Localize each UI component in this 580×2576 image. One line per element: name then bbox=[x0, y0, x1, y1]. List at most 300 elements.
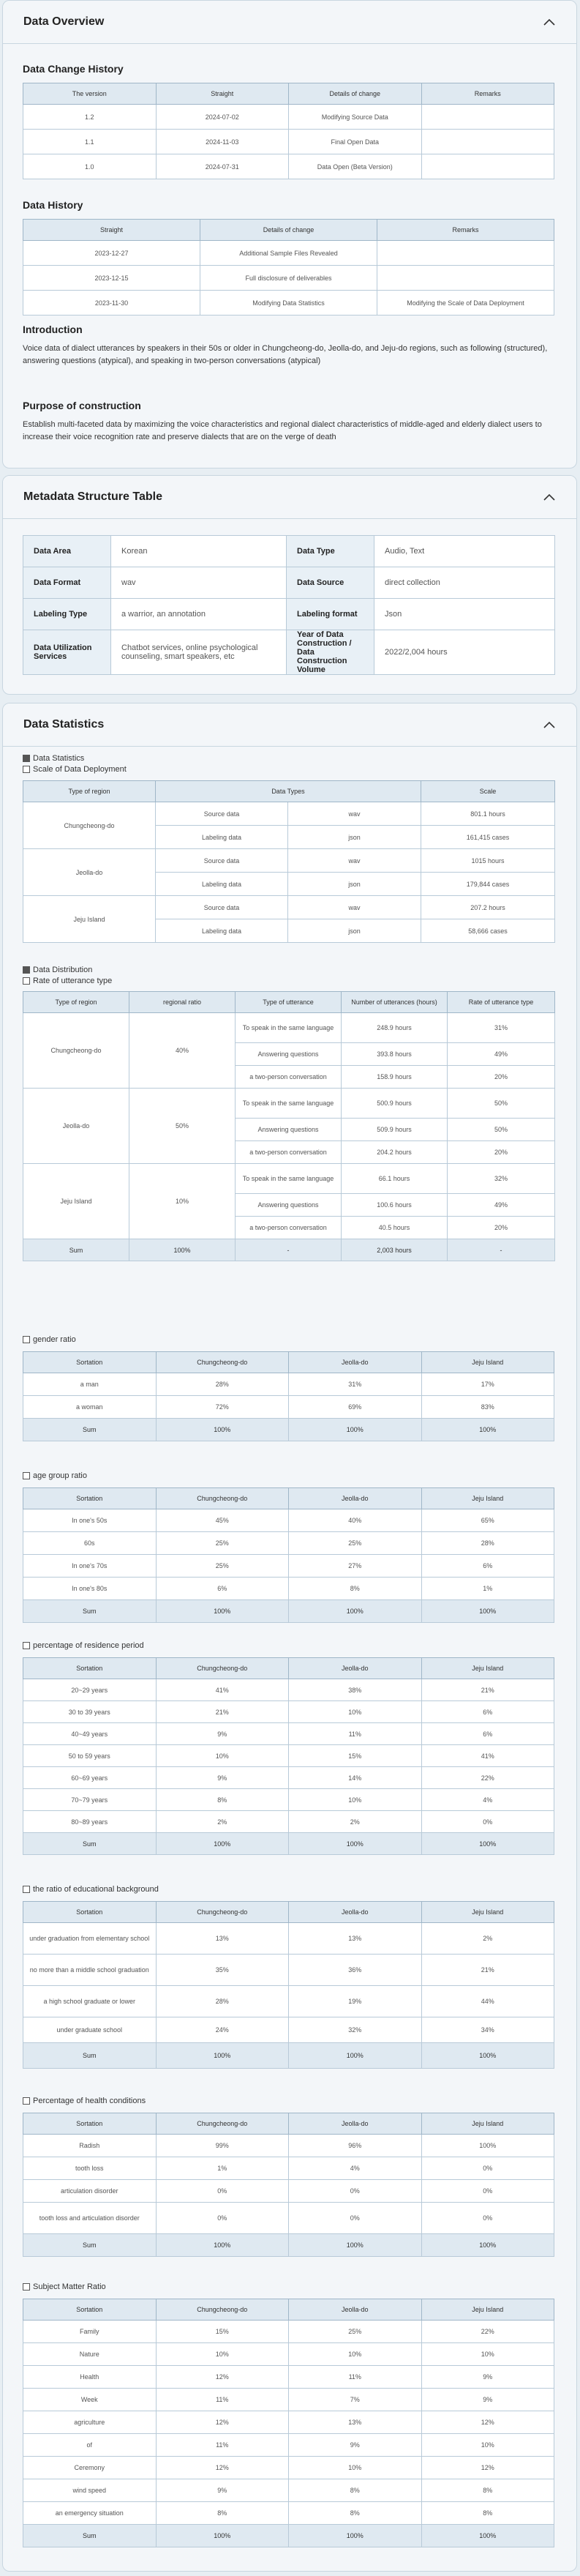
stat-table bbox=[23, 2299, 554, 2547]
metadata-value: Audio, Text bbox=[374, 536, 555, 567]
table-cell: 2% bbox=[421, 1923, 554, 1955]
table-cell: In one's 80s bbox=[23, 1578, 157, 1600]
metadata-table bbox=[23, 535, 555, 675]
table-cell: To speak in the same language bbox=[236, 1013, 342, 1043]
table-cell: 0% bbox=[421, 2203, 554, 2234]
column-header: Sortation bbox=[23, 1352, 157, 1373]
table-row bbox=[23, 1509, 554, 1532]
table-cell: 9% bbox=[421, 2389, 554, 2411]
region-cell: Jeju Island bbox=[23, 1164, 129, 1239]
table-row bbox=[23, 154, 554, 179]
table-row bbox=[23, 2457, 554, 2479]
table-cell: 10% bbox=[289, 2457, 422, 2479]
column-header: Jeolla-do bbox=[289, 1902, 422, 1923]
table-cell: Nature bbox=[23, 2343, 157, 2366]
table-row bbox=[23, 130, 554, 154]
table-row bbox=[23, 1923, 554, 1955]
table-cell: under graduation from elementary school bbox=[23, 1923, 157, 1955]
table-cell: 66.1 hours bbox=[342, 1164, 448, 1194]
column-header: Sortation bbox=[23, 1488, 157, 1509]
stat-label-row bbox=[23, 1334, 554, 1345]
stat-table-wrap bbox=[23, 1487, 554, 1623]
metadata-row bbox=[23, 536, 555, 567]
metadata-row bbox=[23, 567, 555, 599]
table-cell: 10% bbox=[421, 2343, 554, 2366]
stat-label-text: Percentage of health conditions bbox=[33, 2097, 146, 2105]
table-cell: 41% bbox=[421, 1745, 554, 1767]
panel-title: Data Overview bbox=[23, 15, 105, 28]
square-icon bbox=[23, 1336, 30, 1343]
table-cell: 1.2 bbox=[23, 105, 157, 130]
metadata-row bbox=[23, 599, 555, 630]
stat-table-label bbox=[23, 1471, 554, 1481]
history-table bbox=[23, 219, 554, 316]
header-row bbox=[23, 1352, 554, 1373]
column-header: Straight bbox=[156, 83, 289, 105]
table-row bbox=[23, 1532, 554, 1555]
purpose-text: Establish multi-faceted data by maximizing the voice characteristics and regional dialect characteristics of middle-aged and elderly dialect users to increase their voice recognition rate and preserve dialects that are on the verge of death bbox=[23, 420, 542, 441]
table-cell: json bbox=[288, 873, 421, 896]
sum-cell: 100% bbox=[156, 1419, 289, 1441]
table-cell: 58,666 cases bbox=[421, 919, 555, 943]
sum-cell: Sum bbox=[23, 1833, 157, 1855]
table-cell: 8% bbox=[156, 1789, 289, 1811]
table-row bbox=[23, 2366, 554, 2389]
table-cell: Data Open (Beta Version) bbox=[289, 154, 422, 179]
table-cell: 17% bbox=[421, 1373, 554, 1396]
header-row bbox=[23, 2113, 554, 2135]
region-cell: Chungcheong-do bbox=[23, 1013, 129, 1089]
table-cell: 207.2 hours bbox=[421, 896, 555, 919]
table-row bbox=[23, 2343, 554, 2366]
metadata-key: Labeling Type bbox=[23, 599, 111, 630]
table-cell: 12% bbox=[156, 2411, 289, 2434]
stat-table-wrap bbox=[23, 1351, 554, 1441]
panel-title: Data Statistics bbox=[23, 718, 105, 731]
table-cell: 7% bbox=[289, 2389, 422, 2411]
table-cell: 13% bbox=[289, 2411, 422, 2434]
table-cell: a woman bbox=[23, 1396, 157, 1419]
table-cell: Source data bbox=[156, 896, 288, 919]
table-cell: 21% bbox=[421, 1955, 554, 1986]
square-icon bbox=[23, 2097, 30, 2105]
header-row bbox=[23, 83, 554, 105]
metadata-value: a warrior, an annotation bbox=[111, 599, 287, 630]
table-cell: 19% bbox=[289, 1986, 422, 2017]
table-cell: json bbox=[288, 826, 421, 849]
table-cell: 4% bbox=[289, 2157, 422, 2180]
sum-cell: Sum bbox=[23, 2525, 157, 2547]
table-cell bbox=[421, 154, 554, 179]
column-header: Type of utterance bbox=[236, 992, 342, 1013]
utterance-table bbox=[23, 991, 555, 1261]
table-cell: 60s bbox=[23, 1532, 157, 1555]
table-cell: 1015 hours bbox=[421, 849, 555, 873]
table-cell: 179,844 cases bbox=[421, 873, 555, 896]
table-row bbox=[23, 105, 554, 130]
table-row bbox=[23, 1164, 555, 1194]
sum-cell: - bbox=[448, 1239, 555, 1261]
table-row bbox=[23, 2434, 554, 2457]
section-title: Introduction bbox=[23, 324, 83, 335]
table-cell: 11% bbox=[289, 2366, 422, 2389]
table-row bbox=[23, 2135, 554, 2157]
table-cell: 34% bbox=[421, 2017, 554, 2043]
sum-cell: 100% bbox=[129, 1239, 236, 1261]
square-icon bbox=[23, 1642, 30, 1649]
table-cell: 500.9 hours bbox=[342, 1089, 448, 1119]
table-cell: 100.6 hours bbox=[342, 1194, 448, 1217]
column-header: Rate of utterance type bbox=[448, 992, 555, 1013]
table-cell: wav bbox=[288, 802, 421, 826]
table-cell: 2024-07-31 bbox=[156, 154, 289, 179]
table-cell bbox=[377, 266, 554, 291]
table-row bbox=[23, 1555, 554, 1578]
region-cell: Jeolla-do bbox=[23, 1089, 129, 1164]
data-overview-header[interactable] bbox=[3, 1, 576, 44]
table-cell: 10% bbox=[289, 2343, 422, 2366]
table-cell: 69% bbox=[289, 1396, 422, 1419]
table-row bbox=[23, 1767, 554, 1789]
table-row bbox=[23, 1578, 554, 1600]
table-row bbox=[23, 2411, 554, 2434]
stat-label-text: age group ratio bbox=[33, 1471, 87, 1480]
metadata-key: Data Utilization Services bbox=[23, 630, 111, 675]
stat-table bbox=[23, 1901, 554, 2069]
stat-table-label bbox=[23, 1334, 554, 1345]
table-cell: 9% bbox=[156, 1767, 289, 1789]
table-row bbox=[23, 1089, 555, 1119]
table-row bbox=[23, 1986, 554, 2017]
column-header: Chungcheong-do bbox=[156, 1488, 289, 1509]
table-cell: 28% bbox=[156, 1373, 289, 1396]
metadata-key: Data Format bbox=[23, 567, 111, 599]
table-cell: 509.9 hours bbox=[342, 1119, 448, 1141]
sum-cell: 100% bbox=[421, 1419, 554, 1441]
table-cell: 0% bbox=[421, 2180, 554, 2203]
sum-row bbox=[23, 1600, 554, 1623]
history-section bbox=[23, 199, 554, 211]
column-header: Sortation bbox=[23, 2113, 157, 2135]
table-cell: articulation disorder bbox=[23, 2180, 157, 2203]
table-cell: 65% bbox=[421, 1509, 554, 1532]
column-header: Sortation bbox=[23, 1658, 157, 1679]
column-header: Data Types bbox=[156, 781, 421, 802]
table-row bbox=[23, 1745, 554, 1767]
table-row bbox=[23, 1811, 554, 1833]
change-history-section bbox=[23, 63, 554, 75]
sum-row bbox=[23, 1833, 554, 1855]
table-cell: 20% bbox=[448, 1066, 555, 1089]
table-row bbox=[23, 1701, 554, 1723]
stat-table-wrap bbox=[23, 1657, 554, 1855]
history-table-wrap bbox=[23, 219, 554, 316]
table-cell: 31% bbox=[289, 1373, 422, 1396]
table-row bbox=[23, 291, 554, 316]
table-cell: 12% bbox=[156, 2366, 289, 2389]
table-cell: 1% bbox=[156, 2157, 289, 2180]
table-cell: 100% bbox=[421, 2135, 554, 2157]
table-row bbox=[23, 1396, 554, 1419]
table-cell: 21% bbox=[156, 1701, 289, 1723]
column-header: Jeolla-do bbox=[289, 2113, 422, 2135]
table-cell: wind speed bbox=[23, 2479, 157, 2502]
sum-cell: 100% bbox=[156, 1833, 289, 1855]
square-icon bbox=[23, 977, 30, 985]
table-cell: 0% bbox=[289, 2203, 422, 2234]
table-cell: 22% bbox=[421, 2321, 554, 2343]
table-cell: 1.1 bbox=[23, 130, 157, 154]
table-cell: 24% bbox=[156, 2017, 289, 2043]
table-cell: wav bbox=[288, 849, 421, 873]
table-cell: an emergency situation bbox=[23, 2502, 157, 2525]
table-row bbox=[23, 241, 554, 266]
table-cell: 2024-07-02 bbox=[156, 105, 289, 130]
column-header: Sortation bbox=[23, 1902, 157, 1923]
table-cell: 96% bbox=[289, 2135, 422, 2157]
stat-table-label bbox=[23, 1640, 554, 1651]
sum-cell: 100% bbox=[421, 2525, 554, 2547]
section-title: Data Change History bbox=[23, 63, 124, 75]
sum-cell: Sum bbox=[23, 1419, 157, 1441]
table-cell: 6% bbox=[421, 1555, 554, 1578]
stat-table bbox=[23, 1487, 554, 1623]
utterance-table-wrap bbox=[23, 991, 554, 1261]
introduction-section bbox=[23, 324, 554, 367]
table-cell: To speak in the same language bbox=[236, 1164, 342, 1194]
table-cell: 14% bbox=[289, 1767, 422, 1789]
table-cell: 8% bbox=[289, 2502, 422, 2525]
sum-cell: 100% bbox=[156, 2043, 289, 2069]
table-cell: of bbox=[23, 2434, 157, 2457]
table-cell: 50% bbox=[448, 1119, 555, 1141]
region-cell: Jeju Island bbox=[23, 896, 156, 943]
stat-table bbox=[23, 2113, 554, 2257]
table-cell: 0% bbox=[421, 1811, 554, 1833]
table-cell: a two-person conversation bbox=[236, 1066, 342, 1089]
table-cell: 80~89 years bbox=[23, 1811, 157, 1833]
stat-label-text: the ratio of educational background bbox=[33, 1885, 159, 1894]
metadata-value: Json bbox=[374, 599, 555, 630]
table-row bbox=[23, 1679, 554, 1701]
stat-label-row bbox=[23, 1640, 554, 1651]
scale-table bbox=[23, 780, 555, 943]
column-header: Details of change bbox=[200, 220, 377, 241]
sum-cell: Sum bbox=[23, 2234, 157, 2257]
table-cell: Answering questions bbox=[236, 1119, 342, 1141]
column-header: Jeju Island bbox=[421, 1902, 554, 1923]
metadata-key: Year of Data Construction / Data Construction Volume bbox=[287, 630, 374, 675]
table-cell: 6% bbox=[421, 1723, 554, 1745]
column-header: Chungcheong-do bbox=[156, 2299, 289, 2321]
sum-cell: Sum bbox=[23, 2043, 157, 2069]
sum-cell: 100% bbox=[289, 2525, 422, 2547]
stat-label-text: gender ratio bbox=[33, 1335, 76, 1344]
table-cell: 25% bbox=[289, 2321, 422, 2343]
table-cell: 32% bbox=[448, 1164, 555, 1194]
table-cell: 2% bbox=[156, 1811, 289, 1833]
square-icon bbox=[23, 766, 30, 773]
table-cell: 25% bbox=[289, 1532, 422, 1555]
metadata-key: Data Area bbox=[23, 536, 111, 567]
purpose-section bbox=[23, 400, 554, 444]
sum-cell: 2,003 hours bbox=[342, 1239, 448, 1261]
table-cell: 0% bbox=[289, 2180, 422, 2203]
column-header: Sortation bbox=[23, 2299, 157, 2321]
square-icon bbox=[23, 1472, 30, 1479]
stat-table-wrap bbox=[23, 2113, 554, 2257]
column-header: Chungcheong-do bbox=[156, 1902, 289, 1923]
sum-cell: 100% bbox=[289, 2043, 422, 2069]
table-cell: 41% bbox=[156, 1679, 289, 1701]
column-header: Jeolla-do bbox=[289, 2299, 422, 2321]
sum-row bbox=[23, 2234, 554, 2257]
table-row bbox=[23, 2321, 554, 2343]
table-cell: 2023-12-27 bbox=[23, 241, 200, 266]
table-cell: 40~49 years bbox=[23, 1723, 157, 1745]
sum-cell: 100% bbox=[289, 1833, 422, 1855]
chevron-up-icon[interactable] bbox=[543, 490, 556, 504]
sum-cell: 100% bbox=[421, 1600, 554, 1623]
table-cell: Health bbox=[23, 2366, 157, 2389]
table-row bbox=[23, 2157, 554, 2180]
sum-row bbox=[23, 1419, 554, 1441]
table-row bbox=[23, 1723, 554, 1745]
column-header: Details of change bbox=[289, 83, 422, 105]
table-cell: 8% bbox=[421, 2479, 554, 2502]
metadata-value: Chatbot services, online psychological counseling, smart speakers, etc bbox=[111, 630, 287, 675]
table-cell: 9% bbox=[156, 2479, 289, 2502]
column-header: Jeolla-do bbox=[289, 1488, 422, 1509]
metadata-key: Data Type bbox=[287, 536, 374, 567]
sum-cell: 100% bbox=[421, 1833, 554, 1855]
table-cell: 2024-11-03 bbox=[156, 130, 289, 154]
table-row bbox=[23, 2180, 554, 2203]
sum-cell: 100% bbox=[289, 2234, 422, 2257]
sum-cell: 100% bbox=[421, 2234, 554, 2257]
table-cell: 72% bbox=[156, 1396, 289, 1419]
stat-label-text: percentage of residence period bbox=[33, 1641, 144, 1650]
table-cell: tooth loss and articulation disorder bbox=[23, 2203, 157, 2234]
table-cell: a two-person conversation bbox=[236, 1217, 342, 1239]
table-cell: 40.5 hours bbox=[342, 1217, 448, 1239]
column-header: Jeolla-do bbox=[289, 1352, 422, 1373]
column-header: Jeju Island bbox=[421, 2299, 554, 2321]
table-cell: 22% bbox=[421, 1767, 554, 1789]
chevron-up-icon[interactable] bbox=[543, 15, 556, 29]
sum-cell: 100% bbox=[289, 1419, 422, 1441]
table-cell: 25% bbox=[156, 1555, 289, 1578]
column-header: Chungcheong-do bbox=[156, 2113, 289, 2135]
stat-label-text: Subject Matter Ratio bbox=[33, 2282, 106, 2291]
metadata-value: Korean bbox=[111, 536, 287, 567]
column-header: Jeju Island bbox=[421, 2113, 554, 2135]
stat-table bbox=[23, 1657, 554, 1855]
sum-cell: Sum bbox=[23, 1239, 129, 1261]
stat-table bbox=[23, 1351, 554, 1441]
sum-row bbox=[23, 2043, 554, 2069]
header-row bbox=[23, 1902, 554, 1923]
table-cell: 248.9 hours bbox=[342, 1013, 448, 1043]
column-header: Chungcheong-do bbox=[156, 1352, 289, 1373]
table-row bbox=[23, 2203, 554, 2234]
table-cell: 38% bbox=[289, 1679, 422, 1701]
sum-cell: 100% bbox=[421, 2043, 554, 2069]
table-row bbox=[23, 896, 555, 919]
table-cell: no more than a middle school graduation bbox=[23, 1955, 157, 1986]
chevron-up-icon[interactable] bbox=[543, 718, 556, 731]
square-icon bbox=[23, 2283, 30, 2291]
table-cell: 30 to 39 years bbox=[23, 1701, 157, 1723]
sum-cell: - bbox=[236, 1239, 342, 1261]
ratio-cell: 10% bbox=[129, 1164, 236, 1239]
table-cell: Answering questions bbox=[236, 1194, 342, 1217]
table-cell: 10% bbox=[289, 1701, 422, 1723]
metadata-row bbox=[23, 630, 555, 675]
distribution-label: Data Distribution Rate of utterance type bbox=[23, 965, 554, 986]
table-cell: 15% bbox=[289, 1745, 422, 1767]
table-cell: 11% bbox=[156, 2389, 289, 2411]
table-cell: 99% bbox=[156, 2135, 289, 2157]
table-cell: 50 to 59 years bbox=[23, 1745, 157, 1767]
table-cell: Modifying the Scale of Data Deployment bbox=[377, 291, 554, 316]
table-cell bbox=[421, 105, 554, 130]
table-cell: Additional Sample Files Revealed bbox=[200, 241, 377, 266]
table-cell: Family bbox=[23, 2321, 157, 2343]
stat-label-row bbox=[23, 1471, 554, 1481]
table-cell: 0% bbox=[156, 2180, 289, 2203]
ratio-cell: 40% bbox=[129, 1013, 236, 1089]
table-cell: Final Open Data bbox=[289, 130, 422, 154]
header-row bbox=[23, 1488, 554, 1509]
table-cell: 70~79 years bbox=[23, 1789, 157, 1811]
table-cell: 28% bbox=[421, 1532, 554, 1555]
table-row bbox=[23, 1955, 554, 1986]
table-cell: under graduate school bbox=[23, 2017, 157, 2043]
table-cell: 8% bbox=[156, 2502, 289, 2525]
square-icon bbox=[23, 1886, 30, 1893]
column-header: Chungcheong-do bbox=[156, 1658, 289, 1679]
table-cell: 20% bbox=[448, 1217, 555, 1239]
metadata-header[interactable] bbox=[3, 476, 576, 519]
table-row bbox=[23, 1373, 554, 1396]
change-history-table-wrap bbox=[23, 83, 554, 179]
data-statistics-header[interactable] bbox=[3, 703, 576, 747]
stat-table-label bbox=[23, 2096, 554, 2106]
table-cell: 15% bbox=[156, 2321, 289, 2343]
table-cell: 8% bbox=[289, 2479, 422, 2502]
table-cell: 801.1 hours bbox=[421, 802, 555, 826]
table-cell: Radish bbox=[23, 2135, 157, 2157]
table-cell: 49% bbox=[448, 1194, 555, 1217]
column-header: Jeju Island bbox=[421, 1658, 554, 1679]
table-cell: json bbox=[288, 919, 421, 943]
table-cell: In one's 50s bbox=[23, 1509, 157, 1532]
table-cell: Modifying Data Statistics bbox=[200, 291, 377, 316]
metadata-value: 2022/2,004 hours bbox=[374, 630, 555, 675]
stat-label-row bbox=[23, 2282, 554, 2292]
table-cell: To speak in the same language bbox=[236, 1089, 342, 1119]
table-cell: 11% bbox=[289, 1723, 422, 1745]
table-cell: 60~69 years bbox=[23, 1767, 157, 1789]
sum-row bbox=[23, 1239, 555, 1261]
column-header: Remarks bbox=[377, 220, 554, 241]
metadata-key: Labeling format bbox=[287, 599, 374, 630]
sum-row bbox=[23, 2525, 554, 2547]
table-cell: 10% bbox=[156, 2343, 289, 2366]
stat-table-label bbox=[23, 2282, 554, 2292]
table-cell: 2% bbox=[289, 1811, 422, 1833]
